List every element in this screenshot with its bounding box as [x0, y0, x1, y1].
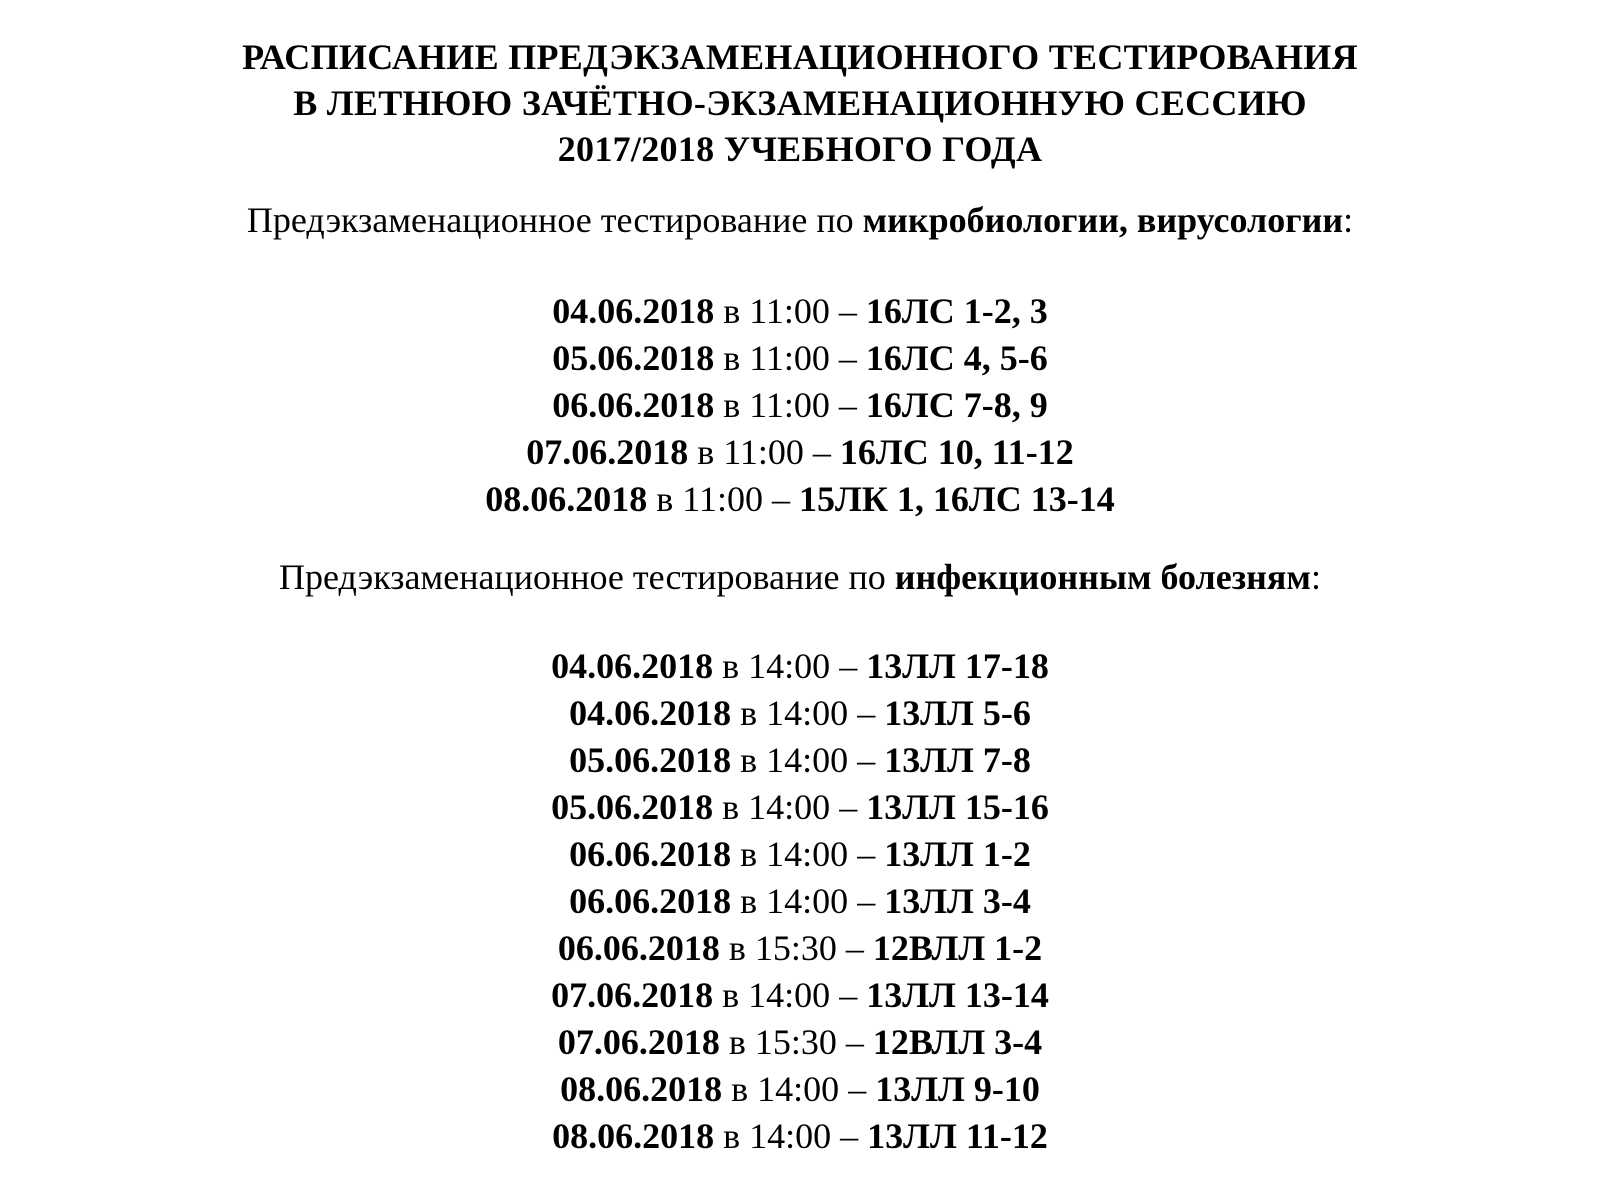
- schedule-preposition: в: [714, 338, 750, 378]
- schedule-groups: 16ЛС 7-8, 9: [865, 385, 1048, 425]
- heading-suffix: :: [1310, 557, 1321, 597]
- schedule-time: 14:00: [748, 975, 831, 1015]
- schedule-date: 07.06.2018: [557, 1022, 720, 1062]
- schedule-preposition: в: [713, 975, 749, 1015]
- schedule-preposition: в: [714, 1116, 750, 1156]
- schedule-groups: 15ЛК 1, 16ЛС 13-14: [798, 479, 1115, 519]
- heading-prefix: Предэкзаменационное тестирование по: [246, 200, 863, 240]
- schedule-time: 14:00: [766, 881, 849, 921]
- schedule-dash: –: [830, 646, 867, 686]
- schedule-groups: 13ЛЛ 11-12: [867, 1116, 1048, 1156]
- schedule-row: [0, 1066, 1600, 1113]
- heading-suffix: :: [1343, 200, 1354, 240]
- schedule-dash: –: [848, 693, 885, 733]
- schedule-row: [0, 972, 1600, 1019]
- schedule-groups: 16ЛС 10, 11-12: [839, 432, 1074, 472]
- section-heading-microbiology: [0, 198, 1600, 242]
- schedule-preposition: в: [647, 479, 683, 519]
- schedule-dash: –: [830, 975, 867, 1015]
- schedule-groups: 13ЛЛ 5-6: [884, 693, 1031, 733]
- schedule-preposition: в: [714, 385, 750, 425]
- schedule-dash: –: [831, 1116, 868, 1156]
- schedule-row: [0, 831, 1600, 878]
- schedule-time: 15:30: [754, 1022, 837, 1062]
- heading-subject: микробиологии, вирусологии: [862, 200, 1344, 240]
- schedule-preposition: в: [713, 646, 749, 686]
- schedule-date: 08.06.2018: [552, 1116, 715, 1156]
- schedule-dash: –: [848, 834, 885, 874]
- schedule-date: 04.06.2018: [569, 693, 732, 733]
- schedule-time: 14:00: [748, 646, 831, 686]
- schedule-groups: 13ЛЛ 9-10: [875, 1069, 1040, 1109]
- title-line-2: В ЛЕТНЮЮ ЗАЧЁТНО-ЭКЗАМЕНАЦИОННУЮ СЕССИЮ: [293, 83, 1307, 123]
- schedule-dash: –: [829, 338, 866, 378]
- schedule-preposition: в: [722, 1069, 758, 1109]
- schedule-row: [0, 643, 1600, 690]
- schedule-preposition: в: [713, 787, 749, 827]
- schedule-preposition: в: [719, 1022, 755, 1062]
- schedule-list-microbiology: [0, 288, 1600, 523]
- schedule-groups: 13ЛЛ 17-18: [866, 646, 1049, 686]
- schedule-date: 07.06.2018: [551, 975, 714, 1015]
- schedule-date: 06.06.2018: [569, 881, 732, 921]
- section-heading-infectious-diseases: [0, 555, 1600, 599]
- schedule-date: 08.06.2018: [560, 1069, 723, 1109]
- schedule-date: 08.06.2018: [485, 479, 648, 519]
- schedule-preposition: в: [714, 291, 750, 331]
- schedule-dash: –: [762, 479, 799, 519]
- schedule-dash: –: [830, 787, 867, 827]
- schedule-groups: 13ЛЛ 7-8: [884, 740, 1031, 780]
- schedule-date: 05.06.2018: [552, 338, 715, 378]
- schedule-dash: –: [829, 291, 866, 331]
- schedule-groups: 13ЛЛ 1-2: [884, 834, 1031, 874]
- schedule-groups: 13ЛЛ 13-14: [866, 975, 1049, 1015]
- schedule-groups: 12ВЛЛ 3-4: [872, 1022, 1043, 1062]
- schedule-dash: –: [803, 432, 840, 472]
- schedule-time: 14:00: [757, 1069, 840, 1109]
- schedule-dash: –: [836, 1022, 873, 1062]
- schedule-preposition: в: [731, 834, 767, 874]
- schedule-row: [0, 737, 1600, 784]
- schedule-row: [0, 288, 1600, 335]
- schedule-preposition: в: [731, 881, 767, 921]
- schedule-time: 11:00: [749, 291, 830, 331]
- schedule-dash: –: [848, 881, 885, 921]
- schedule-time: 11:00: [749, 385, 830, 425]
- schedule-time: 14:00: [766, 740, 849, 780]
- schedule-time: 11:00: [749, 338, 830, 378]
- heading-prefix: Предэкзаменационное тестирование по: [279, 557, 895, 597]
- schedule-date: 07.06.2018: [526, 432, 689, 472]
- schedule-preposition: в: [719, 928, 755, 968]
- schedule-date: 06.06.2018: [557, 928, 720, 968]
- schedule-row: [0, 335, 1600, 382]
- schedule-preposition: в: [731, 693, 767, 733]
- schedule-time: 11:00: [723, 432, 804, 472]
- schedule-dash: –: [836, 928, 873, 968]
- schedule-groups: 16ЛС 1-2, 3: [865, 291, 1048, 331]
- schedule-row: [0, 784, 1600, 831]
- title-line-1: РАСПИСАНИЕ ПРЕДЭКЗАМЕНАЦИОННОГО ТЕСТИРОВАНИЯ: [242, 37, 1358, 77]
- schedule-time: 14:00: [748, 787, 831, 827]
- schedule-date: 06.06.2018: [569, 834, 732, 874]
- schedule-groups: 13ЛЛ 15-16: [866, 787, 1049, 827]
- schedule-time: 14:00: [766, 834, 849, 874]
- schedule-row: [0, 1113, 1600, 1160]
- schedule-date: 06.06.2018: [552, 385, 715, 425]
- schedule-groups: 16ЛС 4, 5-6: [865, 338, 1048, 378]
- schedule-dash: –: [829, 385, 866, 425]
- schedule-list-infectious-diseases: [0, 643, 1600, 1160]
- schedule-time: 15:30: [754, 928, 837, 968]
- schedule-row: [0, 925, 1600, 972]
- document-title: [0, 34, 1600, 172]
- schedule-date: 04.06.2018: [552, 291, 715, 331]
- schedule-date: 04.06.2018: [551, 646, 714, 686]
- schedule-row: [0, 429, 1600, 476]
- heading-subject: инфекционным болезням: [894, 557, 1311, 597]
- schedule-time: 11:00: [682, 479, 763, 519]
- schedule-row: [0, 690, 1600, 737]
- schedule-preposition: в: [688, 432, 724, 472]
- schedule-dash: –: [848, 740, 885, 780]
- schedule-date: 05.06.2018: [569, 740, 732, 780]
- title-line-3: 2017/2018 УЧЕБНОГО ГОДА: [557, 129, 1043, 169]
- schedule-preposition: в: [731, 740, 767, 780]
- schedule-dash: –: [839, 1069, 876, 1109]
- schedule-date: 05.06.2018: [551, 787, 714, 827]
- schedule-time: 14:00: [749, 1116, 832, 1156]
- schedule-row: [0, 878, 1600, 925]
- schedule-groups: 12ВЛЛ 1-2: [872, 928, 1043, 968]
- schedule-row: [0, 382, 1600, 429]
- schedule-time: 14:00: [766, 693, 849, 733]
- schedule-row: [0, 476, 1600, 523]
- schedule-groups: 13ЛЛ 3-4: [884, 881, 1031, 921]
- schedule-row: [0, 1019, 1600, 1066]
